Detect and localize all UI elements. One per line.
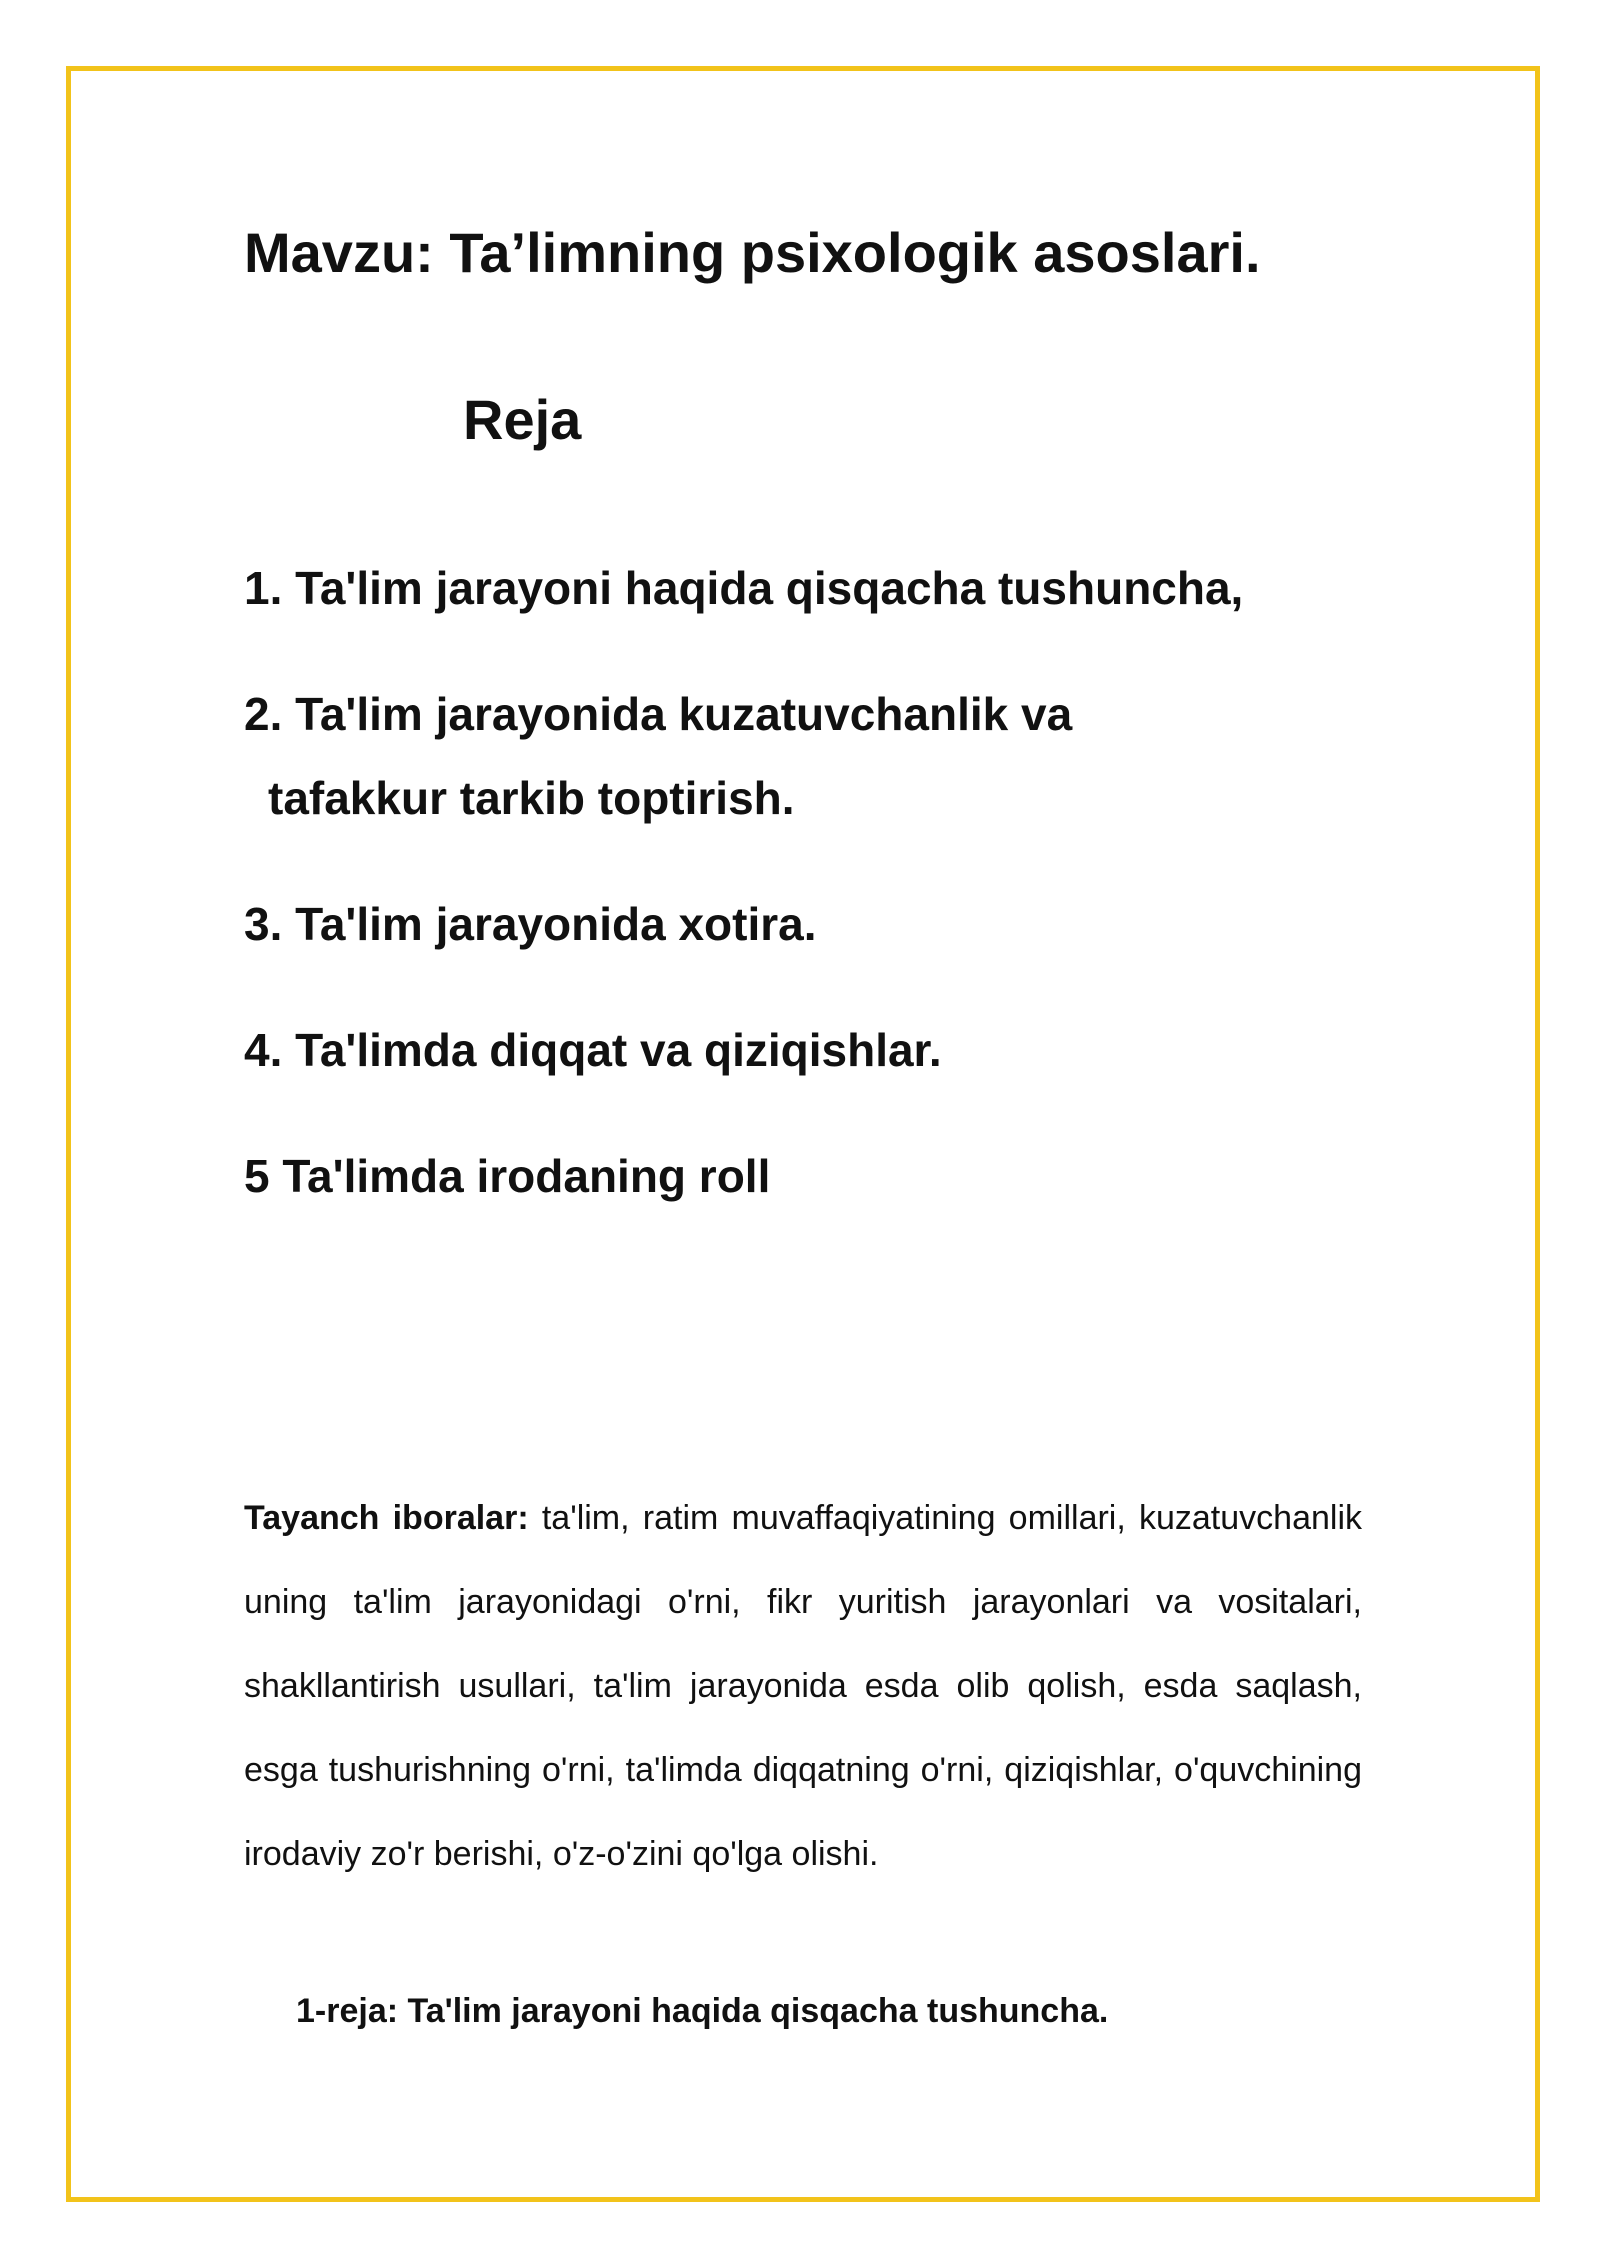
- keywords-paragraph: [244, 1476, 1362, 1896]
- plan-item-continuation: tafakkur tarkib toptirish.: [268, 772, 795, 824]
- plan-item-4: [244, 1008, 942, 1092]
- plan-1-heading: 1-reja: Ta'lim jarayoni haqida qisqacha tushuncha.: [296, 1992, 1109, 2030]
- plan-item-text: 3. Ta'lim jarayonida xotira.: [244, 898, 817, 950]
- keywords-label: Tayanch iboralar:: [244, 1499, 529, 1537]
- plan-item-1: [244, 546, 1243, 630]
- plan-item-text: 1. Ta'lim jarayoni haqida qisqacha tushuncha,: [244, 562, 1244, 614]
- document-title: Mavzu: Ta’limning psixologik asoslari.: [244, 221, 1261, 284]
- plan-item-3: [244, 882, 817, 966]
- keywords-text: ta'lim, ratim muvaffaqiyatining omillari, kuzatuvchanlik uning ta'lim jarayonidagi o'rni, fikr yuritish jarayonlari va vositalari, shakllantirish usullari, ta'lim jarayonida esda olib qolish, esda saqlash, esga tushurishning o'rni, ta'limda diqqatning o'rni, qiziqishlar, o'quvchining irodaviy zo'r berishi, o'z-o'zini qo'lga olishi.: [244, 1499, 1363, 1873]
- plan-item-text: 4. Ta'limda diqqat va qiziqishlar.: [244, 1024, 942, 1076]
- plan-item-2: [244, 672, 1072, 840]
- plan-item-text: 5 Ta'limda irodaning roll: [244, 1150, 771, 1202]
- plan-heading: Reja: [463, 388, 582, 451]
- plan-item-text: 2. Ta'lim jarayonida kuzatuvchanlik va: [244, 688, 1073, 740]
- plan-item-5: [244, 1134, 770, 1218]
